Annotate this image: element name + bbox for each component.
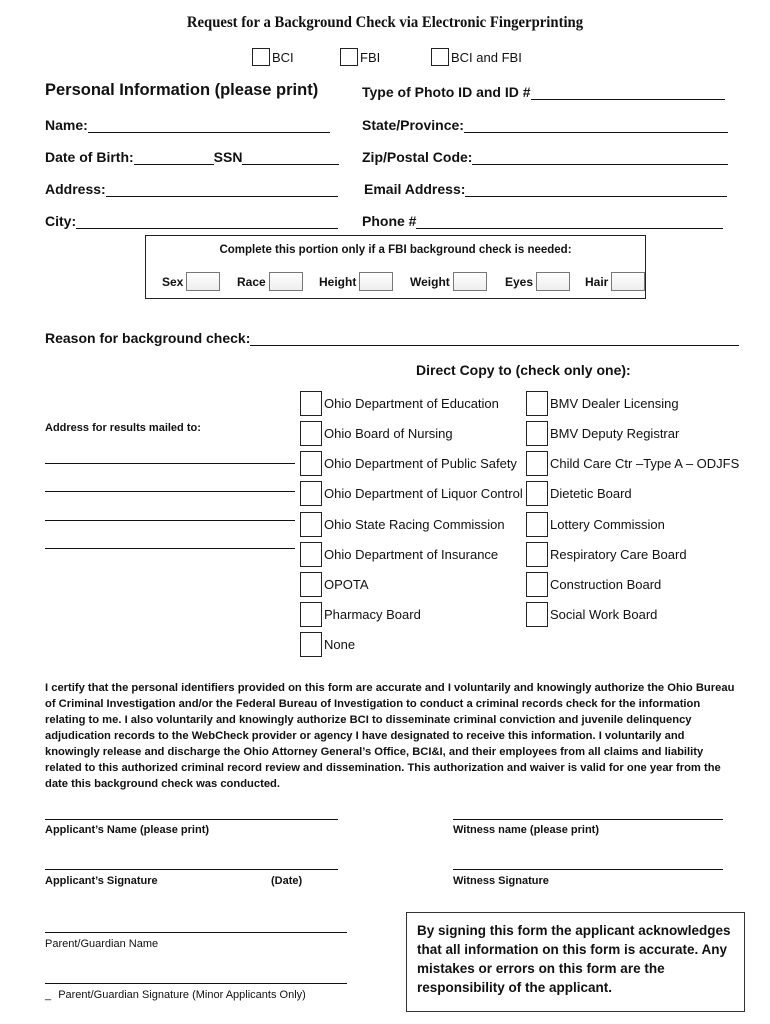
- weight-input[interactable]: [453, 272, 487, 291]
- eyes-label: Eyes: [505, 274, 534, 289]
- checkbox-box[interactable]: [526, 481, 548, 506]
- mailed-address-line[interactable]: [45, 463, 295, 464]
- agency-checkbox[interactable]: [526, 572, 661, 597]
- dob-ssn-field[interactable]: [45, 149, 339, 165]
- checkbox-box[interactable]: [526, 572, 548, 597]
- email-label: Email Address:: [364, 181, 466, 197]
- agency-checkbox[interactable]: [300, 391, 499, 416]
- fbi-section-heading: Complete this portion only if a FBI background check is needed:: [219, 244, 572, 256]
- city-label: City:: [45, 213, 77, 229]
- direct-copy-heading: Direct Copy to (check only one):: [416, 362, 631, 378]
- phone-line[interactable]: [416, 214, 723, 229]
- agency-checkbox[interactable]: [526, 602, 657, 627]
- hair-input[interactable]: [611, 272, 645, 291]
- witness-signature-line[interactable]: [453, 869, 723, 870]
- agency-checkbox[interactable]: [300, 632, 355, 657]
- mailed-address-label: Address for results mailed to:: [45, 422, 201, 434]
- reason-line[interactable]: [250, 331, 739, 346]
- hair-label: Hair: [585, 274, 609, 289]
- zip-label: Zip/Postal Code:: [362, 149, 473, 165]
- applicant-signature-label: Applicant’s Signature: [45, 875, 158, 887]
- certification-text: I certify that the personal identifiers provided on this form are accurate and I voluntarily and knowingly authorize the Ohio Bureau of Criminal Investigation and/or the Federal Bureau of Investigation to conduct a criminal records check for the information relating to me. I also voluntarily and knowingly authorize BCI to disseminate criminal conviction and juvenile delinquency adjudication records to the WebCheck provider or agency I have designated to receive this information. I voluntarily and knowingly release and discharge the Ohio Attorney General’s Office, BCI&I, and their employees from all claims and liability related to this authorized criminal record review and dissemination. This authorization and waiver is valid for one year from the date this background check was conducted.: [45, 682, 735, 790]
- agency-label: Ohio Department of Liquor Control: [324, 486, 523, 501]
- checkbox-box[interactable]: [300, 602, 322, 627]
- acknowledgement-box: By signing this form the applicant acknowledges that all information on this form is accurate. Any mistakes or errors on this form are the responsibility of the applicant.: [406, 912, 745, 1012]
- weight-field[interactable]: [410, 272, 487, 291]
- agency-checkbox[interactable]: [300, 542, 498, 567]
- agency-label: BMV Deputy Registrar: [550, 426, 680, 441]
- checkbox-box[interactable]: [526, 542, 548, 567]
- agency-checkbox[interactable]: [526, 421, 679, 446]
- ssn-line[interactable]: [242, 150, 339, 165]
- checkbox-box[interactable]: [300, 542, 322, 567]
- photo-id-field[interactable]: [362, 84, 725, 100]
- agency-checkbox[interactable]: [300, 481, 523, 506]
- checkbox-box[interactable]: [526, 391, 548, 416]
- height-input[interactable]: [359, 272, 393, 291]
- email-line[interactable]: [465, 182, 727, 197]
- checkbox-bci-and-fbi[interactable]: [431, 48, 522, 66]
- checkbox-box[interactable]: [526, 421, 548, 446]
- state-label: State/Province:: [362, 117, 464, 133]
- mailed-address-line[interactable]: [45, 548, 295, 549]
- height-label: Height: [319, 274, 357, 289]
- checkbox-box[interactable]: [526, 451, 548, 476]
- form-title: Request for a Background Check via Electronic Fingerprinting: [186, 14, 584, 31]
- mailed-address-line[interactable]: [45, 520, 295, 521]
- checkbox-box[interactable]: [300, 512, 322, 537]
- height-field[interactable]: [319, 272, 393, 291]
- ssn-label: SSN: [213, 149, 243, 165]
- witness-name-label: Witness name (please print): [453, 824, 599, 836]
- checkbox-box[interactable]: [300, 632, 322, 657]
- weight-label: Weight: [410, 274, 450, 289]
- sex-label: Sex: [162, 274, 184, 289]
- hair-field[interactable]: [585, 272, 645, 291]
- agency-label: Social Work Board: [550, 607, 658, 622]
- guardian-signature-line[interactable]: [45, 983, 347, 984]
- eyes-input[interactable]: [536, 272, 570, 291]
- race-input[interactable]: [269, 272, 303, 291]
- state-field[interactable]: [362, 117, 728, 133]
- applicant-name-label: Applicant’s Name (please print): [45, 824, 210, 836]
- agency-checkbox[interactable]: [300, 602, 421, 627]
- agency-checkbox[interactable]: [526, 542, 687, 567]
- guardian-name-line[interactable]: [45, 932, 347, 933]
- zip-line[interactable]: [472, 150, 728, 165]
- sex-input[interactable]: [186, 272, 220, 291]
- race-label: Race: [237, 274, 266, 289]
- agency-checkbox[interactable]: [526, 391, 679, 416]
- applicant-signature-line[interactable]: [45, 869, 338, 870]
- agency-label: Pharmacy Board: [324, 607, 421, 622]
- agency-label: Ohio Department of Insurance: [324, 547, 499, 562]
- agency-label: Ohio State Racing Commission: [324, 517, 505, 532]
- agency-checkbox[interactable]: [526, 481, 632, 506]
- phone-field[interactable]: [362, 213, 723, 229]
- reason-label: Reason for background check:: [45, 330, 251, 346]
- checkbox-box[interactable]: [300, 421, 322, 446]
- name-label: Name:: [45, 117, 88, 133]
- mailed-address-line[interactable]: [45, 491, 295, 492]
- checkbox-box[interactable]: [526, 602, 548, 627]
- checkbox-fbi[interactable]: [340, 48, 380, 66]
- agency-label: Ohio Department of Public Safety: [324, 456, 517, 471]
- address-line[interactable]: [106, 182, 338, 197]
- agency-label: Child Care Ctr –Type A – ODJFS: [550, 456, 740, 471]
- agency-checkbox[interactable]: [526, 512, 665, 537]
- eyes-field[interactable]: [505, 272, 570, 291]
- checkbox-box[interactable]: [431, 48, 449, 66]
- agency-checkbox[interactable]: [300, 572, 369, 597]
- checkbox-bci[interactable]: [252, 48, 294, 66]
- checkbox-box[interactable]: [300, 451, 322, 476]
- guardian-signature-label: Parent/Guardian Signature (Minor Applicants Only): [58, 989, 306, 1001]
- checkbox-label: BCI: [272, 49, 294, 65]
- agency-label: Dietetic Board: [550, 486, 632, 501]
- witness-signature-label: Witness Signature: [453, 875, 549, 887]
- state-line[interactable]: [464, 118, 728, 133]
- agency-checkbox[interactable]: [300, 421, 453, 446]
- dob-line[interactable]: [134, 150, 214, 165]
- checkbox-box[interactable]: [526, 512, 548, 537]
- agency-checkbox[interactable]: [300, 451, 517, 476]
- agency-checkbox[interactable]: [526, 451, 739, 476]
- checkbox-label: FBI: [360, 49, 381, 65]
- address-field[interactable]: [45, 181, 338, 197]
- checkbox-box[interactable]: [252, 48, 270, 66]
- agency-label: Construction Board: [550, 577, 662, 592]
- email-field[interactable]: [364, 181, 727, 197]
- phone-label: Phone #: [362, 213, 417, 229]
- sex-field[interactable]: [162, 272, 220, 291]
- photo-id-line[interactable]: [531, 85, 725, 100]
- agency-label: Lottery Commission: [550, 517, 665, 532]
- name-line[interactable]: [88, 118, 330, 133]
- witness-name-line[interactable]: [453, 819, 723, 820]
- checkbox-box[interactable]: [300, 572, 322, 597]
- dob-label: Date of Birth:: [45, 149, 134, 165]
- photo-id-label: Type of Photo ID and ID #: [362, 84, 531, 100]
- guardian-signature-prefix: _: [45, 989, 52, 1001]
- zip-field[interactable]: [362, 149, 728, 165]
- agency-checkbox[interactable]: [300, 512, 505, 537]
- checkbox-box[interactable]: [300, 391, 322, 416]
- race-field[interactable]: [237, 272, 303, 291]
- applicant-name-line[interactable]: [45, 819, 338, 820]
- checkbox-label: BCI and FBI: [451, 49, 522, 65]
- personal-info-heading: Personal Information (please print): [45, 81, 319, 99]
- guardian-signature-field: [45, 989, 306, 1001]
- fbi-section: [145, 235, 646, 299]
- date-label: (Date): [271, 875, 303, 887]
- name-field[interactable]: [45, 117, 330, 133]
- guardian-name-label: Parent/Guardian Name: [45, 938, 159, 950]
- agency-label: Ohio Board of Nursing: [324, 426, 453, 441]
- reason-field[interactable]: [45, 330, 739, 346]
- agency-label: OPOTA: [324, 577, 369, 592]
- address-label: Address:: [45, 181, 106, 197]
- city-field[interactable]: [45, 213, 338, 229]
- agency-label: Ohio Department of Education: [324, 396, 499, 411]
- city-line[interactable]: [76, 214, 338, 229]
- checkbox-box[interactable]: [340, 48, 358, 66]
- agency-label: BMV Dealer Licensing: [550, 396, 679, 411]
- checkbox-box[interactable]: [300, 481, 322, 506]
- agency-label: None: [324, 637, 356, 652]
- agency-label: Respiratory Care Board: [550, 547, 687, 562]
